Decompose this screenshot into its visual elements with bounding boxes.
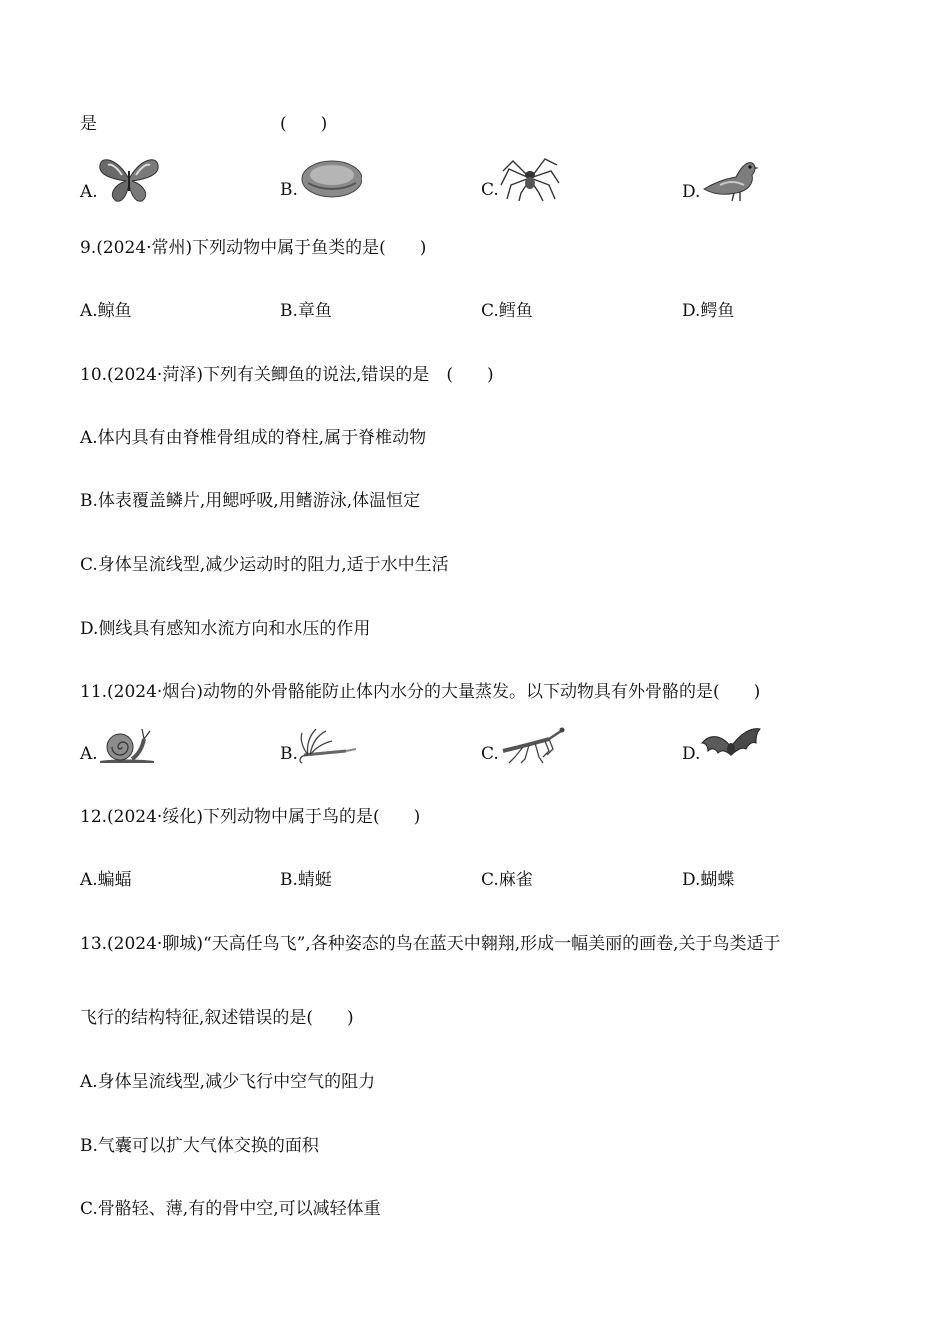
q8-option-d[interactable] (682, 155, 760, 203)
q11-option-d[interactable] (682, 725, 762, 765)
q11-stem: 11.(2024·烟台)动物的外骨骼能防止体内水分的大量蒸发。以下动物具有外骨骼的是( ) (80, 682, 761, 702)
hydra-icon (298, 725, 358, 765)
snail-icon (98, 725, 156, 765)
q13-option-c[interactable]: C.骨骼轻、薄,有的骨中空,可以减轻体重 (80, 1199, 381, 1219)
option-label: D. (682, 182, 701, 202)
option-label: A. (80, 744, 98, 764)
q12-option-d[interactable]: D.蝴蝶 (682, 870, 735, 890)
q8-option-b[interactable] (280, 155, 362, 201)
q10-option-c[interactable]: C.身体呈流线型,减少运动时的阻力,适于水中生活 (80, 555, 449, 575)
q13-option-b[interactable]: B.气囊可以扩大气体交换的面积 (80, 1136, 319, 1156)
q13-stem-line1: 13.(2024·聊城)“天高任鸟飞”,各种姿态的鸟在蓝天中翱翔,形成一幅美丽的画卷,关于鸟类适于 (80, 934, 781, 954)
q13-stem-line2: 飞行的结构特征,叙述错误的是( ) (80, 1008, 354, 1028)
q10-stem: 10.(2024·菏泽)下列有关鲫鱼的说法,错误的是 ( ) (80, 365, 494, 385)
option-label: C. (481, 744, 499, 764)
option-label: B. (280, 180, 298, 200)
q9-option-b[interactable]: B.章鱼 (280, 301, 332, 321)
q11-option-a[interactable] (80, 725, 156, 765)
q8-stem-tail: 是 (80, 114, 97, 134)
q12-stem: 12.(2024·绥化)下列动物中属于鸟的是( ) (80, 807, 421, 827)
q10-option-d[interactable]: D.侧线具有感知水流方向和水压的作用 (80, 619, 371, 639)
mantis-icon (499, 725, 569, 765)
butterfly-icon (98, 155, 160, 203)
q11-option-c[interactable] (481, 725, 569, 765)
clam-shell-icon (298, 155, 362, 201)
q12-option-b[interactable]: B.蜻蜓 (280, 870, 332, 890)
q9-option-a[interactable]: A.鲸鱼 (80, 301, 132, 321)
q12-option-c[interactable]: C.麻雀 (481, 870, 533, 890)
q9-option-d[interactable]: D.鳄鱼 (682, 301, 735, 321)
bat-icon (700, 725, 762, 765)
q8-answer-paren: ( ) (280, 114, 328, 134)
option-label: A. (80, 182, 98, 202)
option-label: C. (481, 180, 499, 200)
spider-icon (499, 155, 561, 201)
q8-option-a[interactable] (80, 155, 160, 203)
q10-option-b[interactable]: B.体表覆盖鳞片,用鳃呼吸,用鳍游泳,体温恒定 (80, 491, 421, 511)
q8-option-c[interactable] (481, 155, 561, 201)
q9-option-c[interactable]: C.鳕鱼 (481, 301, 533, 321)
q13-option-a[interactable]: A.身体呈流线型,减少飞行中空气的阻力 (80, 1072, 376, 1092)
q10-option-a[interactable]: A.体内具有由脊椎骨组成的脊柱,属于脊椎动物 (80, 428, 427, 448)
q11-option-b[interactable] (280, 725, 358, 765)
pigeon-icon (700, 155, 760, 203)
option-label: B. (280, 744, 298, 764)
q12-option-a[interactable]: A.蝙蝠 (80, 870, 132, 890)
option-label: D. (682, 744, 701, 764)
q9-stem: 9.(2024·常州)下列动物中属于鱼类的是( ) (80, 238, 427, 258)
